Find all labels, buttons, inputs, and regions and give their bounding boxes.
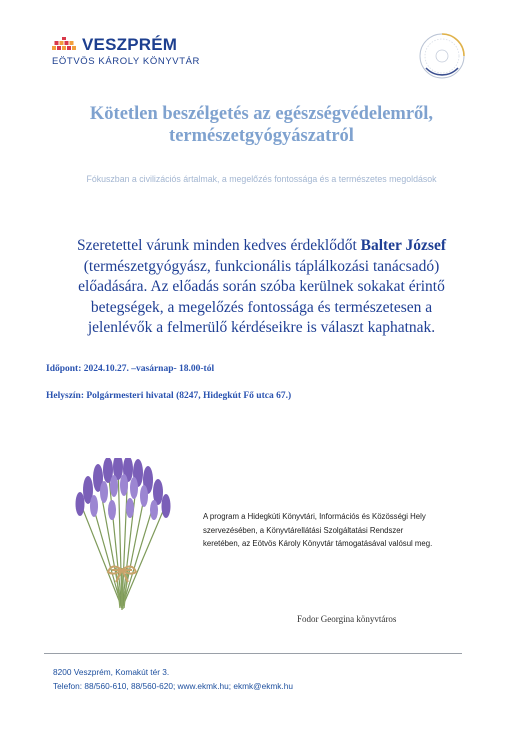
intro-line: jelenlévők a felmerülő kérdéseikre is választ kaphatnak. [87,319,436,336]
program-line: A program a Hidegkúti Könyvtári, Információs és Közösségi Hely [203,512,426,521]
program-note [203,510,488,551]
program-line: szervezésében, a Könyvtárellátási Szolgáltatási Rendszer [203,525,404,535]
logo-mark-icon [52,37,78,53]
footer-address: 8200 Veszprém, Komakút tér 3. [53,667,170,677]
event-place: Helyszín: Polgármesteri hivatal (8247, Hidegkút Fő utca 67.) [46,391,292,401]
circular-seal-icon [418,32,466,80]
event-title-line: természetgyógyászatról [169,126,354,146]
intro-prefix: Szeretettel várunk minden kedves érdeklődőt [76,237,361,254]
speaker-name: Balter József [360,237,446,254]
intro-paragraph [40,236,483,339]
logo-title: VESZPRÉM [82,35,178,54]
logo-subtitle: EÖTVÖS KÁROLY KÖNYVTÁR [52,56,200,67]
intro-line: (természetgyógyász, funkcionális táplálkozási tanácsadó) [83,257,440,275]
program-line: keretében, az Eötvös Károly Könyvtár támogatásával valósul meg. [203,539,433,548]
intro-line: betegségek, a megelőzés fontossága és természetesen a [90,298,433,316]
intro-line: előadására. Az előadás során szóba kerülnek sokakat érintő [78,278,445,295]
event-subtitle: Fókuszban a civilizációs ártalmak, a megelőzés fontossága és a természetes megoldások [86,174,437,184]
intro-line [40,236,483,257]
footer-divider [44,653,462,654]
signature: Fodor Georgina könyvtáros [297,614,397,624]
event-title-line: Kötetlen beszélgetés az egészségvédelemről, [89,104,434,124]
event-time: Időpont: 2024.10.27. –vasárnap- 18.00-tól [46,364,215,374]
footer-contact: Telefon: 88/560-610, 88/560-620; www.ekmk.hu; ekmk@ekmk.hu [53,681,293,691]
library-logo [52,37,212,71]
lavender-bouquet-icon [68,458,176,614]
event-title [30,103,493,147]
